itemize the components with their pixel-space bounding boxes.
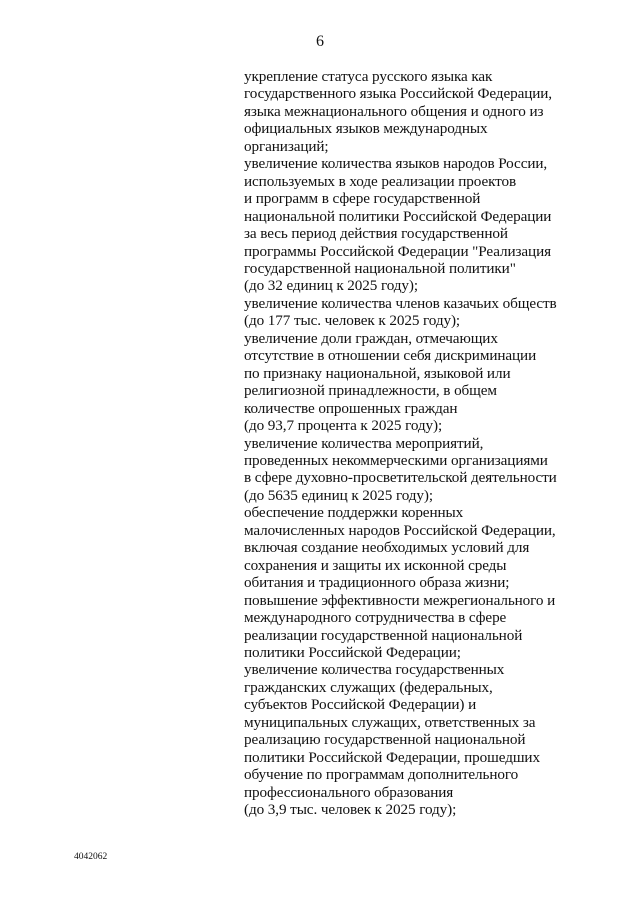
text-line: национальной политики Российской Федерации [244,207,552,225]
text-line: (до 93,7 процента к 2025 году); [244,417,443,435]
text-line: увеличение количества языков народов России, [244,155,548,173]
text-line: увеличение количества мероприятий, [244,434,484,452]
text-line: количестве опрошенных граждан [244,399,458,417]
text-line: организаций; [244,137,329,155]
text-line: государственного языка Российской Федерации, [244,85,552,103]
text-line: языка межнационального общения и одного из [244,102,544,120]
text-line: муниципальных служащих, ответственных за [244,713,536,731]
text-line: программы Российской Федерации "Реализация [244,242,552,260]
text-line: (до 177 тыс. человек к 2025 году); [244,312,461,330]
text-line: обеспечение поддержки коренных [244,504,464,522]
page-number: 6 [316,33,324,50]
text-line: используемых в ходе реализации проектов [244,172,517,190]
text-line: международного сотрудничества в сфере [244,609,507,627]
text-line: (до 32 единиц к 2025 году); [244,277,418,295]
text-line: (до 5635 единиц к 2025 году); [244,486,433,504]
text-line: за весь период действия государственной [244,225,508,243]
text-line: официальных языков международных [244,120,488,138]
text-line: увеличение доли граждан, отмечающих [244,329,498,347]
text-line: гражданских служащих (федеральных, [244,678,493,696]
text-line: включая создание необходимых условий для [244,539,530,557]
text-line: субъектов Российской Федерации) и [244,696,477,714]
text-line: политики Российской Федерации, прошедших [244,748,540,766]
text-line: повышение эффективности межрегионального и [244,591,556,609]
text-line: по признаку национальной, языковой или [244,364,511,382]
text-line: профессионального образования [244,783,454,801]
text-line: обитания и традиционного образа жизни; [244,574,510,592]
text-line: обучение по программам дополнительного [244,766,519,784]
text-line: (до 3,9 тыс. человек к 2025 году); [244,801,457,819]
text-line: проведенных некоммерческими организациями [244,451,548,469]
text-line: отсутствие в отношении себя дискриминации [244,347,537,365]
document-body [244,68,624,818]
text-line: увеличение количества государственных [244,661,505,679]
text-line: политики Российской Федерации; [244,643,461,661]
text-line: реализации государственной национальной [244,626,523,644]
text-line: увеличение количества членов казачьих обществ [244,294,557,312]
text-line: укрепление статуса русского языка как [244,68,493,85]
text-line: и программ в сфере государственной [244,190,481,208]
text-line: сохранения и защиты их исконной среды [244,556,507,574]
text-line: в сфере духовно-просветительской деятельности [244,469,557,487]
text-line: реализацию государственной национальной [244,731,526,749]
document-code: 4042062 [74,852,108,862]
text-line: государственной национальной политики" [244,259,516,277]
text-line: религиозной принадлежности, в общем [244,382,497,400]
text-line: малочисленных народов Российской Федерации, [244,521,556,539]
